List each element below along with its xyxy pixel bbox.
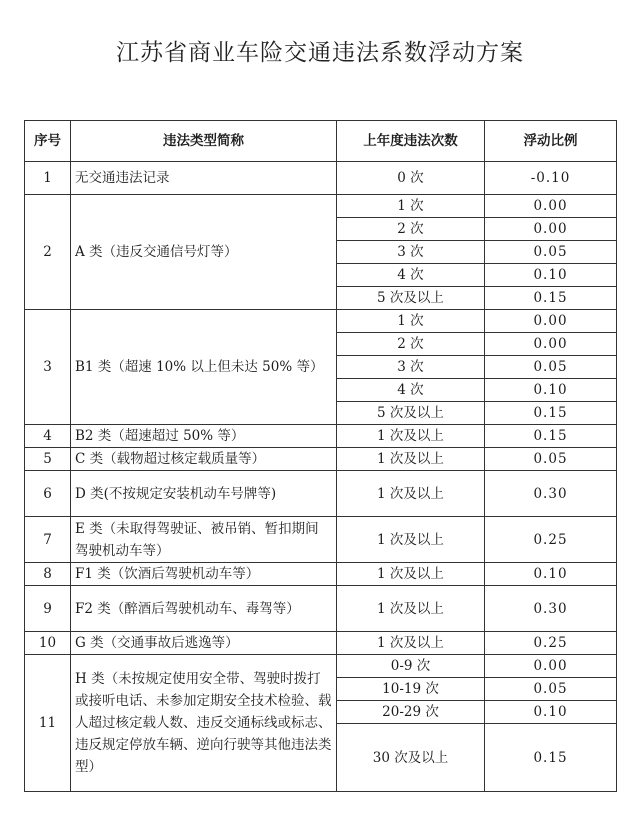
table-row: [25, 162, 617, 195]
float-ratio: -0.10: [485, 162, 617, 195]
header-type: 违法类型简称: [71, 121, 337, 162]
row-index: 8: [25, 563, 71, 586]
table-row: [25, 310, 617, 333]
float-ratio: 0.10: [485, 264, 617, 287]
table-row: [25, 471, 617, 517]
violation-type: B2 类（超速超过 50% 等）: [71, 425, 337, 448]
row-index: 3: [25, 310, 71, 425]
row-index: 11: [25, 655, 71, 792]
row-index: 1: [25, 162, 71, 195]
row-index: 2: [25, 195, 71, 310]
row-index: 9: [25, 586, 71, 632]
float-ratio: 0.30: [485, 586, 617, 632]
float-ratio: 0.15: [485, 724, 617, 792]
row-index: 4: [25, 425, 71, 448]
violation-count: 10-19 次: [337, 678, 485, 701]
violation-count: 1 次及以上: [337, 448, 485, 471]
violation-count: 1 次: [337, 195, 485, 218]
violation-count: 5 次及以上: [337, 287, 485, 310]
violation-count: 2 次: [337, 333, 485, 356]
float-ratio: 0.00: [485, 218, 617, 241]
table-row: [25, 448, 617, 471]
table-row: [25, 563, 617, 586]
violation-type: 无交通违法记录: [71, 162, 337, 195]
violation-count: 4 次: [337, 264, 485, 287]
float-ratio: 0.00: [485, 333, 617, 356]
violation-count: 1 次及以上: [337, 471, 485, 517]
float-ratio: 0.10: [485, 563, 617, 586]
violation-count: 3 次: [337, 356, 485, 379]
violation-count: 0-9 次: [337, 655, 485, 678]
table-row: [25, 632, 617, 655]
float-ratio: 0.00: [485, 310, 617, 333]
float-ratio: 0.15: [485, 425, 617, 448]
violation-count: 0 次: [337, 162, 485, 195]
float-ratio: 0.15: [485, 402, 617, 425]
float-ratio: 0.00: [485, 655, 617, 678]
float-ratio: 0.10: [485, 379, 617, 402]
row-index: 5: [25, 448, 71, 471]
float-ratio: 0.25: [485, 517, 617, 563]
row-index: 7: [25, 517, 71, 563]
row-index: 10: [25, 632, 71, 655]
table-row: [25, 195, 617, 218]
float-ratio: 0.05: [485, 241, 617, 264]
table-row: [25, 425, 617, 448]
violation-type: F1 类（饮酒后驾驶机动车等）: [71, 563, 337, 586]
table-row: [25, 517, 617, 563]
violation-count: 3 次: [337, 241, 485, 264]
violation-count: 1 次及以上: [337, 425, 485, 448]
violation-type: C 类（载物超过核定载质量等）: [71, 448, 337, 471]
header-ratio: 浮动比例: [485, 121, 617, 162]
float-ratio: 0.05: [485, 448, 617, 471]
row-index: 6: [25, 471, 71, 517]
violation-type: F2 类（醉酒后驾驶机动车、毒驾等）: [71, 586, 337, 632]
float-ratio: 0.05: [485, 356, 617, 379]
violation-count: 30 次及以上: [337, 724, 485, 792]
violation-count: 1 次及以上: [337, 586, 485, 632]
violation-count: 20-29 次: [337, 701, 485, 724]
float-ratio: 0.25: [485, 632, 617, 655]
float-ratio: 0.00: [485, 195, 617, 218]
violation-type: B1 类（超速 10% 以上但未达 50% 等）: [71, 310, 337, 425]
float-ratio: 0.30: [485, 471, 617, 517]
violation-type: D 类(不按规定安装机动车号牌等): [71, 471, 337, 517]
float-ratio: 0.15: [485, 287, 617, 310]
header-index: 序号: [25, 121, 71, 162]
table-header-row: [25, 121, 617, 162]
table-body: [25, 162, 617, 792]
table-row: [25, 586, 617, 632]
violation-count: 1 次及以上: [337, 517, 485, 563]
violation-type: G 类（交通事故后逃逸等）: [71, 632, 337, 655]
document-title: 江苏省商业车险交通违法系数浮动方案: [116, 40, 524, 66]
violation-count: 4 次: [337, 379, 485, 402]
header-count: 上年度违法次数: [337, 121, 485, 162]
violation-type: H 类（未按规定使用安全带、驾驶时拨打或接听电话、未参加定期安全技术检验、载人超过核定载人数、违反交通标线或标志、违反规定停放车辆、逆向行驶等其他违法类型）: [71, 655, 337, 792]
violation-count: 5 次及以上: [337, 402, 485, 425]
violation-count: 1 次及以上: [337, 563, 485, 586]
violation-type: E 类（未取得驾驶证、被吊销、暂扣期间驾驶机动车等）: [71, 517, 337, 563]
violation-count: 2 次: [337, 218, 485, 241]
float-ratio: 0.10: [485, 701, 617, 724]
violation-count: 1 次: [337, 310, 485, 333]
violation-count: 1 次及以上: [337, 632, 485, 655]
violation-coefficient-table: [24, 120, 617, 792]
float-ratio: 0.05: [485, 678, 617, 701]
table-row: [25, 655, 617, 678]
violation-type: A 类（违反交通信号灯等）: [71, 195, 337, 310]
